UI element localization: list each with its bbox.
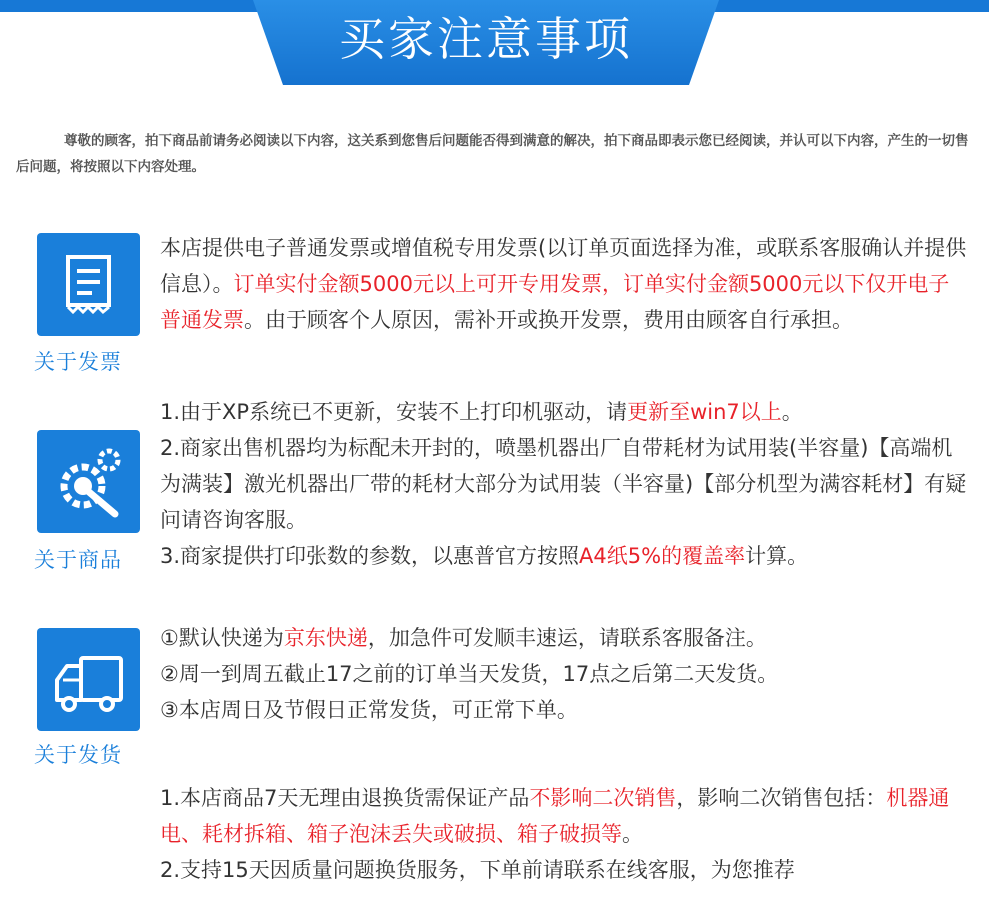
invoice-icon xyxy=(37,233,140,336)
returns-item: 1.本店商品7天无理由退换货需保证产品不影响二次销售，影响二次销售包括：机器通电、耗材拆箱、箱子泡沫丢失或破损、箱子破损等。 xyxy=(160,786,950,846)
page-title: 买家注意事项 xyxy=(339,12,633,66)
shipping-text xyxy=(160,620,970,728)
invoice-label: 关于发票 xyxy=(34,350,122,374)
invoice-text xyxy=(160,230,970,338)
product-item: 1.由于XP系统已不更新，安装不上打印机驱动，请更新至win7以上。 xyxy=(160,400,803,424)
invoice-text-2: 。由于顾客个人原因，需补开或换开发票，费用由顾客自行承担。 xyxy=(244,308,853,332)
returns-item: 2.支持15天因质量问题换货服务，下单前请联系在线客服，为您推荐 xyxy=(160,858,795,882)
invoice-text-1: 本店提供电子普通发票或增值税专用发票(以订单页面选择为准，或联系客服确认并提供信息）。 xyxy=(160,236,967,296)
truck-icon xyxy=(37,628,140,731)
shipping-label: 关于发货 xyxy=(34,743,122,767)
returns-text xyxy=(160,780,970,888)
product-item: 2.商家出售机器均为标配未开封的，喷墨机器出厂自带耗材为试用装(半容量)【高端机为满装】激光机器出厂带的耗材大部分为试用装（半容量)【部分机型为满容耗材】有疑问请咨询客服。 xyxy=(160,436,967,532)
intro-notice: 尊敬的顾客，拍下商品前请务必阅读以下内容，这关系到您售后问题能否得到满意的解决，拍下商品即表示您已经阅读，并认可以下内容，产生的一切售后问题，将按照以下内容处理。 xyxy=(16,133,969,175)
title-banner xyxy=(253,0,719,85)
invoice-highlight: 订单实付金额5000元以上可开专用发票，订单实付金额5000元以下仅开电子普通发票 xyxy=(160,272,950,332)
shipping-item: ②周一到周五截止17之前的订单当天发货，17点之后第二天发货。 xyxy=(160,662,779,686)
product-label: 关于商品 xyxy=(34,548,122,572)
shipping-item: ①默认快递为京东快递，加急件可发顺丰速运，请联系客服备注。 xyxy=(160,626,767,650)
shipping-item: ③本店周日及节假日正常发货，可正常下单。 xyxy=(160,698,578,722)
product-item: 3.商家提供打印张数的参数，以惠普官方按照A4纸5%的覆盖率计算。 xyxy=(160,544,809,568)
gear-wrench-icon xyxy=(37,430,140,533)
product-text xyxy=(160,394,970,574)
